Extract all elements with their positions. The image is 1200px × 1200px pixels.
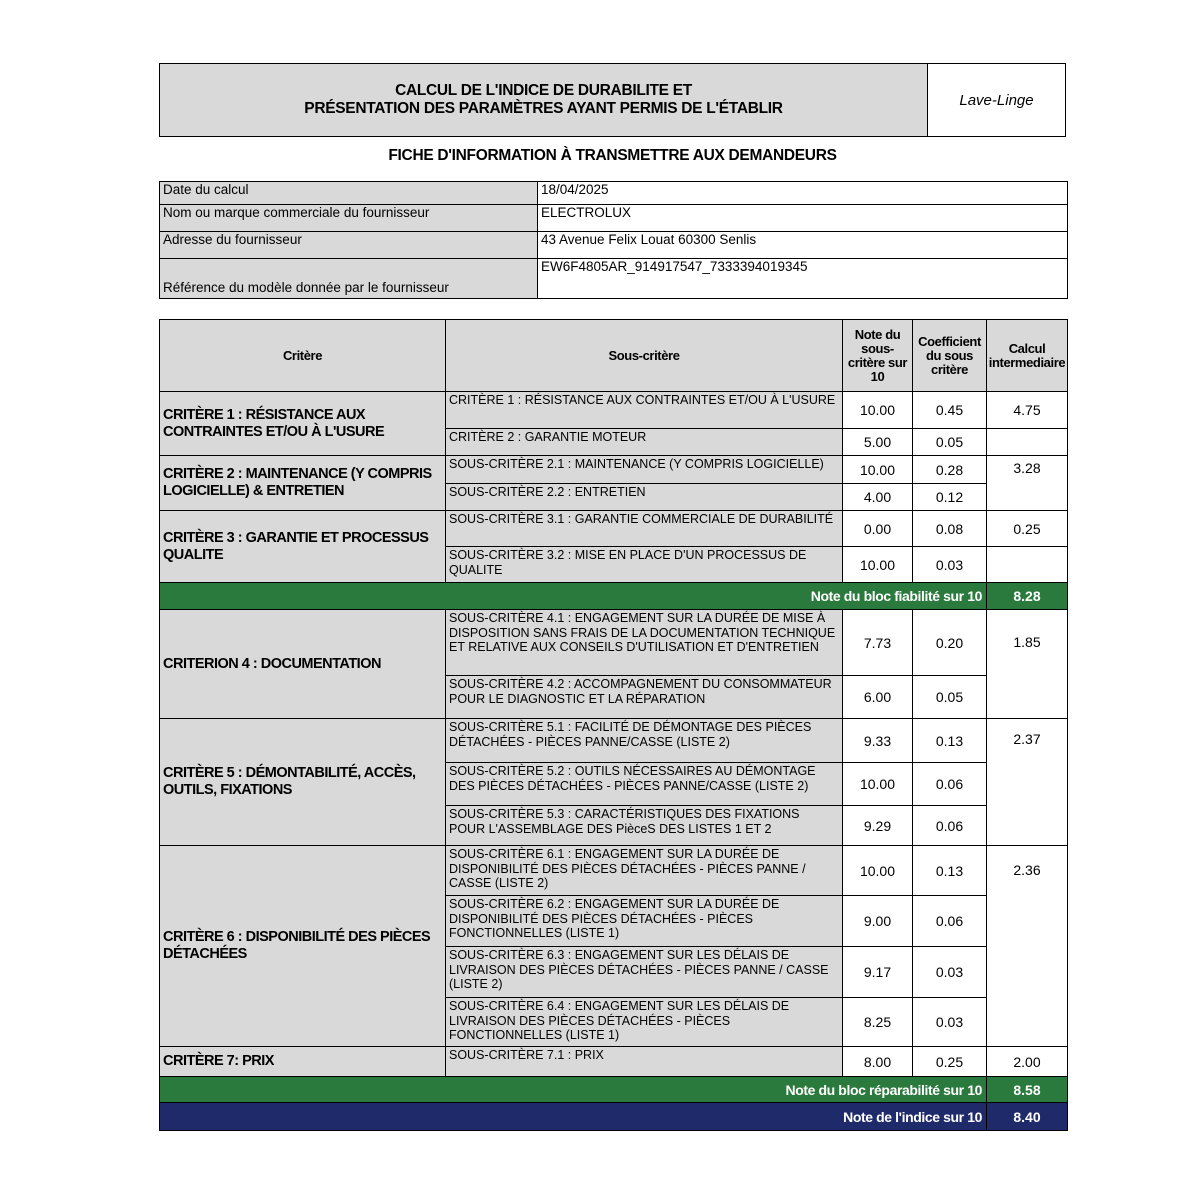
info-value: 43 Avenue Felix Louat 60300 Senlis bbox=[538, 232, 1068, 259]
criterion-1-label: CRITÈRE 1 : RÉSISTANCE AUX CONTRAINTES ET/OU À L'USURE bbox=[160, 392, 446, 456]
sub-criterion-label: SOUS-CRITÈRE 6.3 : ENGAGEMENT SUR LES DÉLAIS DE LIVRAISON DES PIÈCES DÉTACHÉES - PIÈCES PANNE / CASSE (LISTE 2) bbox=[446, 947, 843, 998]
criterion-7-calc: 2.00 bbox=[987, 1047, 1068, 1077]
criterion-6-label: CRITÈRE 6 : DISPONIBILITÉ DES PIÈCES DÉTACHÉES bbox=[160, 846, 446, 1047]
table-row bbox=[160, 610, 1068, 676]
criterion-4-calc: 1.85 bbox=[987, 610, 1068, 719]
sub-criterion-note: 10.00 bbox=[843, 763, 913, 806]
sub-criterion-label: SOUS-CRITÈRE 7.1 : PRIX bbox=[446, 1047, 843, 1077]
criterion-3-calc: 0.25 bbox=[987, 511, 1068, 547]
title-line-1: CALCUL DE L'INDICE DE DURABILITE ET bbox=[395, 82, 692, 99]
document-header bbox=[159, 63, 1066, 137]
sub-criterion-label: SOUS-CRITÈRE 4.1 : ENGAGEMENT SUR LA DURÉE DE MISE À DISPOSITION SANS FRAIS DE LA DOCUMENTATION TECHNIQUE ET RELATIVE AUX CONSEILS D'UTILISATION ET D'ENTRETIEN bbox=[446, 610, 843, 676]
info-value: 18/04/2025 bbox=[538, 182, 1068, 205]
table-row bbox=[160, 719, 1068, 763]
sub-criterion-label: SOUS-CRITÈRE 4.2 : ACCOMPAGNEMENT DU CONSOMMATEUR POUR LE DIAGNOSTIC ET LA RÉPARATION bbox=[446, 676, 843, 719]
col-sous-critere: Sous-critère bbox=[446, 320, 843, 392]
sub-criterion-coef: 0.13 bbox=[913, 846, 987, 896]
document-title bbox=[160, 64, 928, 136]
sub-criterion-label: SOUS-CRITÈRE 5.1 : FACILITÉ DE DÉMONTAGE DES PIÈCES DÉTACHÉES - PIÈCES PANNE/CASSE (LISTE 2) bbox=[446, 719, 843, 763]
sub-criterion-coef: 0.08 bbox=[913, 511, 987, 547]
indice-value: 8.40 bbox=[987, 1103, 1068, 1131]
criterion-5-calc: 2.37 bbox=[987, 719, 1068, 846]
indice-band bbox=[160, 1103, 1068, 1131]
calc-empty-cell bbox=[987, 429, 1068, 456]
info-row bbox=[160, 232, 1068, 259]
sub-criterion-note: 8.00 bbox=[843, 1047, 913, 1077]
sub-criterion-label: CRITÈRE 1 : RÉSISTANCE AUX CONTRAINTES ET/OU À L'USURE bbox=[446, 392, 843, 429]
table-row bbox=[160, 456, 1068, 484]
info-value: EW6F4805AR_914917547_7333394019345 bbox=[538, 259, 1068, 299]
info-label: Nom ou marque commerciale du fournisseur bbox=[160, 205, 538, 232]
fiabilite-label: Note du bloc fiabilité sur 10 bbox=[160, 583, 987, 610]
sub-criterion-note: 10.00 bbox=[843, 392, 913, 429]
sub-criterion-note: 9.17 bbox=[843, 947, 913, 998]
sub-criterion-note: 10.00 bbox=[843, 846, 913, 896]
col-calcul: Calcul intermediaire bbox=[987, 320, 1068, 392]
sub-criterion-coef: 0.03 bbox=[913, 947, 987, 998]
reparabilite-value: 8.58 bbox=[987, 1077, 1068, 1103]
document-subtitle: FICHE D'INFORMATION À TRANSMETTRE AUX DEMANDEURS bbox=[388, 147, 837, 164]
sub-criterion-coef: 0.03 bbox=[913, 998, 987, 1047]
col-critere: Critère bbox=[160, 320, 446, 392]
sub-criterion-note: 9.29 bbox=[843, 806, 913, 846]
table-row bbox=[160, 846, 1068, 896]
sub-criterion-label: SOUS-CRITÈRE 2.1 : MAINTENANCE (Y COMPRIS LOGICIELLE) bbox=[446, 456, 843, 484]
sub-criterion-coef: 0.05 bbox=[913, 429, 987, 456]
sub-criterion-note: 9.33 bbox=[843, 719, 913, 763]
sub-criterion-label: SOUS-CRITÈRE 3.1 : GARANTIE COMMERCIALE DE DURABILITÉ bbox=[446, 511, 843, 547]
reparabilite-label: Note du bloc réparabilité sur 10 bbox=[160, 1077, 987, 1103]
info-value: ELECTROLUX bbox=[538, 205, 1068, 232]
appliance-type: Lave-Linge bbox=[959, 91, 1034, 109]
sub-criterion-note: 10.00 bbox=[843, 547, 913, 583]
info-row bbox=[160, 259, 1068, 299]
sub-criterion-coef: 0.03 bbox=[913, 547, 987, 583]
supplier-info-table bbox=[159, 181, 1068, 299]
info-label: Référence du modèle donnée par le fournisseur bbox=[160, 259, 538, 299]
durability-index-table bbox=[159, 319, 1068, 1131]
criterion-1-calc: 4.75 bbox=[987, 392, 1068, 429]
sub-criterion-coef: 0.25 bbox=[913, 1047, 987, 1077]
sub-criterion-note: 0.00 bbox=[843, 511, 913, 547]
title-line-2: PRÉSENTATION DES PARAMÈTRES AYANT PERMIS DE L'ÉTABLIR bbox=[304, 100, 783, 117]
criterion-4-label: CRITERION 4 : DOCUMENTATION bbox=[160, 610, 446, 719]
table-row bbox=[160, 511, 1068, 547]
sub-criterion-label: SOUS-CRITÈRE 5.3 : CARACTÉRISTIQUES DES FIXATIONS POUR L'ASSEMBLAGE DES PièceS DES LISTES 1 ET 2 bbox=[446, 806, 843, 846]
sub-criterion-note: 5.00 bbox=[843, 429, 913, 456]
fiabilite-band bbox=[160, 583, 1068, 610]
table-header-row bbox=[160, 320, 1068, 392]
sub-criterion-coef: 0.06 bbox=[913, 896, 987, 947]
sub-criterion-label: SOUS-CRITÈRE 5.2 : OUTILS NÉCESSAIRES AU DÉMONTAGE DES PIÈCES DÉTACHÉES - PIÈCES PANNE/CASSE (LISTE 2) bbox=[446, 763, 843, 806]
sub-criterion-note: 8.25 bbox=[843, 998, 913, 1047]
sub-criterion-coef: 0.05 bbox=[913, 676, 987, 719]
table-row bbox=[160, 1047, 1068, 1077]
col-note: Note du sous-critère sur 10 bbox=[843, 320, 913, 392]
criterion-2-calc: 3.28 bbox=[987, 456, 1068, 511]
col-coef: Coefficient du sous critère bbox=[913, 320, 987, 392]
criterion-6-calc: 2.36 bbox=[987, 846, 1068, 1047]
info-row bbox=[160, 182, 1068, 205]
sub-criterion-label: SOUS-CRITÈRE 6.2 : ENGAGEMENT SUR LA DURÉE DE DISPONIBILITÉ DES PIÈCES DÉTACHÉES - PIÈCES FONCTIONNELLES (LISTE 1) bbox=[446, 896, 843, 947]
info-row bbox=[160, 205, 1068, 232]
sub-criterion-coef: 0.45 bbox=[913, 392, 987, 429]
reparabilite-band bbox=[160, 1077, 1068, 1103]
fiabilite-value: 8.28 bbox=[987, 583, 1068, 610]
criterion-2-label: CRITÈRE 2 : MAINTENANCE (Y COMPRIS LOGICIELLE) & ENTRETIEN bbox=[160, 456, 446, 511]
sub-criterion-coef: 0.20 bbox=[913, 610, 987, 676]
criterion-5-label: CRITÈRE 5 : DÉMONTABILITÉ, ACCÈS, OUTILS, FIXATIONS bbox=[160, 719, 446, 846]
info-label: Adresse du fournisseur bbox=[160, 232, 538, 259]
sub-criterion-note: 9.00 bbox=[843, 896, 913, 947]
sub-criterion-note: 6.00 bbox=[843, 676, 913, 719]
sub-criterion-coef: 0.06 bbox=[913, 806, 987, 846]
sub-criterion-label: SOUS-CRITÈRE 6.4 : ENGAGEMENT SUR LES DÉLAIS DE LIVRAISON DES PIÈCES DÉTACHÉES - PIÈCES FONCTIONNELLES (LISTE 1) bbox=[446, 998, 843, 1047]
sub-criterion-coef: 0.28 bbox=[913, 456, 987, 484]
sub-criterion-coef: 0.12 bbox=[913, 484, 987, 511]
sub-criterion-note: 4.00 bbox=[843, 484, 913, 511]
sub-criterion-note: 7.73 bbox=[843, 610, 913, 676]
info-label: Date du calcul bbox=[160, 182, 538, 205]
sub-criterion-note: 10.00 bbox=[843, 456, 913, 484]
sub-criterion-label: SOUS-CRITÈRE 3.2 : MISE EN PLACE D'UN PROCESSUS DE QUALITE bbox=[446, 547, 843, 583]
indice-label: Note de l'indice sur 10 bbox=[160, 1103, 987, 1131]
table-row bbox=[160, 392, 1068, 429]
sub-criterion-label: SOUS-CRITÈRE 6.1 : ENGAGEMENT SUR LA DURÉE DE DISPONIBILITÉ DES PIÈCES DÉTACHÉES - PIÈCES PANNE / CASSE (LISTE 2) bbox=[446, 846, 843, 896]
sub-criterion-coef: 0.13 bbox=[913, 719, 987, 763]
calc-empty-cell bbox=[987, 547, 1068, 583]
criterion-3-label: CRITÈRE 3 : GARANTIE ET PROCESSUS QUALITE bbox=[160, 511, 446, 583]
criterion-7-label: CRITÈRE 7: PRIX bbox=[160, 1047, 446, 1077]
sub-criterion-label: SOUS-CRITÈRE 2.2 : ENTRETIEN bbox=[446, 484, 843, 511]
sub-criterion-label: CRITÈRE 2 : GARANTIE MOTEUR bbox=[446, 429, 843, 456]
sub-criterion-coef: 0.06 bbox=[913, 763, 987, 806]
